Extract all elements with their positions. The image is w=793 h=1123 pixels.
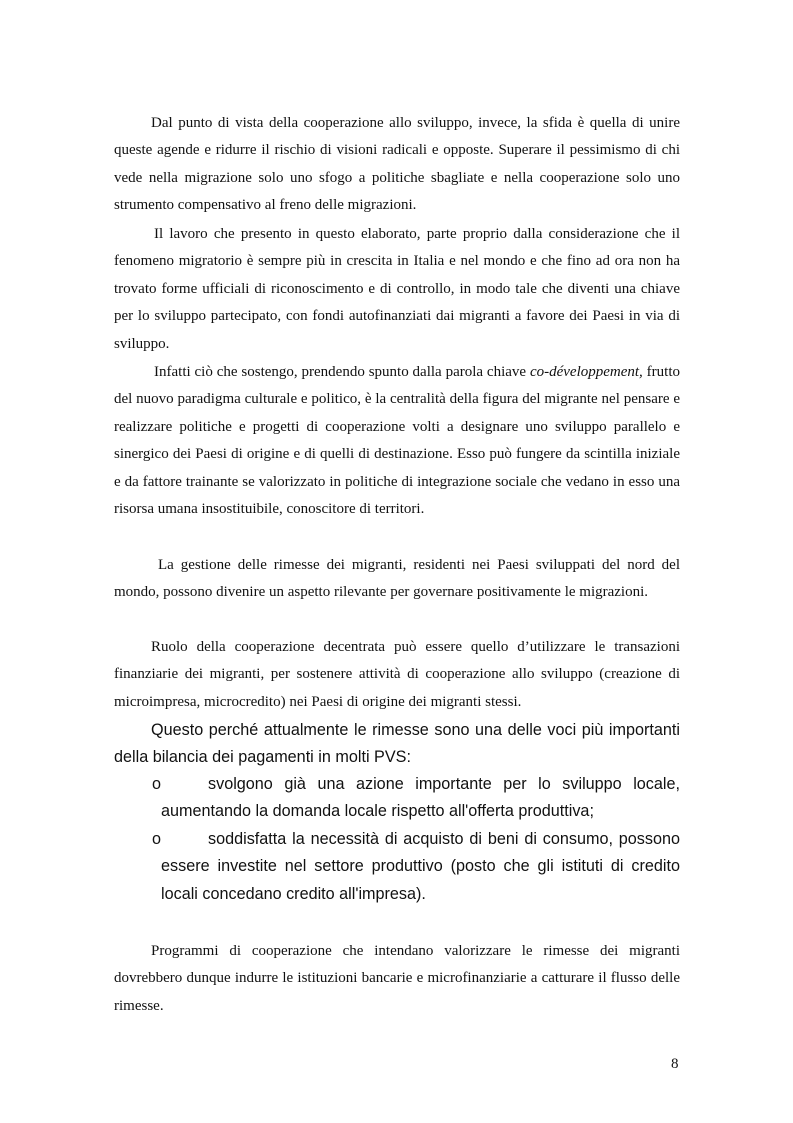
keyword-codeveloppement: co-développement,	[529, 364, 643, 380]
paragraph-7: Programmi di cooperazione che intendano valorizzare le rimesse dei migranti dovrebbero dunque indurre le istituzioni bancarie e microfinanziarie a catturare il flusso delle rimesse.	[114, 943, 680, 1014]
list-item-text: svolgono già una azione importante per lo sviluppo locale, aumentando la domanda locale rispetto all'offerta produttiva;	[161, 775, 680, 821]
page-number: 8	[671, 1056, 679, 1072]
paragraph-2: Il lavoro che presento in questo elaborato, parte proprio dalla considerazione che il fenomeno migratorio è sempre più in crescita in Italia e nel mondo e che fino ad ora non ha trovato forme ufficiali di riconoscimento e di controllo, in modo tale che diventi una chiave per lo sviluppo partecipato, con fondi autofinanziati dai migranti a favore dei Paesi in via di sviluppo.	[114, 226, 680, 352]
paragraph-5: Ruolo della cooperazione decentrata può essere quello d’utilizzare le transazioni finanziarie dei migranti, per sostenere attività di cooperazione allo sviluppo (creazione di microimpresa, microcredito) nei Paesi di origine dei migranti stessi.	[114, 639, 680, 710]
bullet-marker: o	[152, 830, 162, 848]
list-item-text: soddisfatta la necessità di acquisto di beni di consumo, possono essere investite nel settore produttivo (posto che gli istituti di credito locali concedano credito all'impresa).	[161, 830, 680, 903]
list-item	[152, 771, 680, 826]
paragraph-3-end: frutto del nuovo paradigma culturale e politico, è la centralità della figura del migrante nel pensare e realizzare politiche e progetti di cooperazione volti a designare uno sviluppo parallelo e sinergico dei Paesi di origine e di quelli di destinazione. Esso può fungere da scintilla iniziale e da fattore trainante se valorizzato in politiche di integrazione sociale che vedano in esso una risorsa umana insostituibile, conoscitore di territori.	[114, 364, 680, 518]
paragraph-1: Dal punto di vista della cooperazione allo sviluppo, invece, la sfida è quella di unire queste agende e ridurre il rischio di visioni radicali e opposte. Superare il pessimismo di chi vede nella migrazione solo uno sfogo a politiche sbagliate e nella cooperazione solo uno strumento compensativo al freno delle migrazioni.	[114, 115, 680, 214]
paragraph-6: Questo perché attualmente le rimesse sono una delle voci più importanti della bilancia dei pagamenti in molti PVS:	[114, 721, 680, 767]
paragraph-3-start: Infatti ciò che sostengo, prendendo spunto dalla parola chiave	[154, 364, 530, 380]
bullet-marker: o	[152, 775, 162, 793]
list-item	[152, 826, 680, 908]
paragraph-4: La gestione delle rimesse dei migranti, residenti nei Paesi sviluppati del nord del mondo, possono divenire un aspetto rilevante per governare positivamente le migrazioni.	[114, 557, 680, 601]
paragraph-3	[114, 359, 680, 523]
